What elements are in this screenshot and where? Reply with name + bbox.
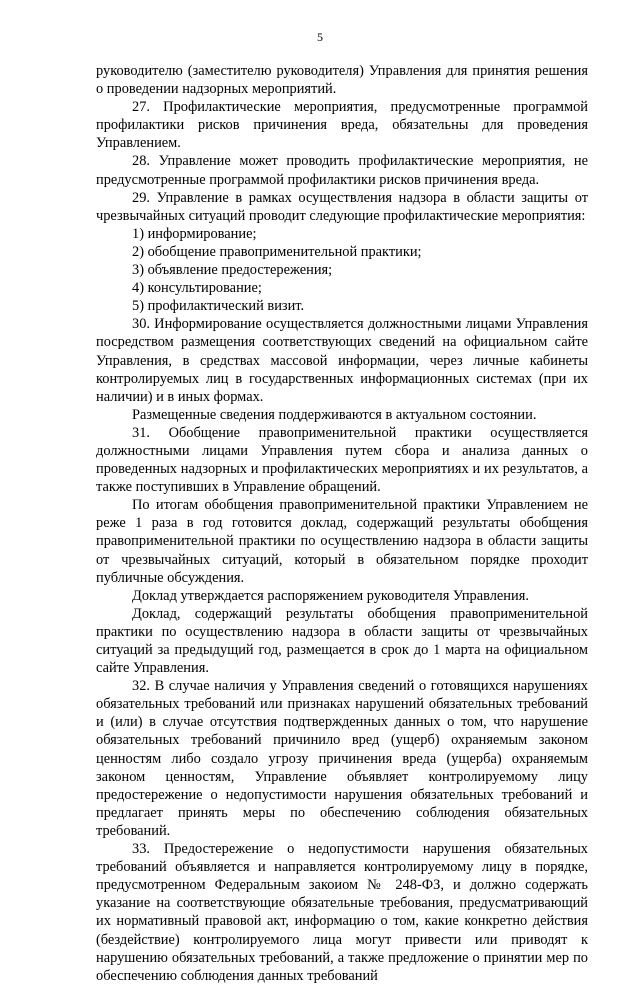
paragraph-31-publication: Доклад, содержащий результаты обобщения правоприменительной практики по осуществлению надзора в области защиты от чрезвычайных ситуаций за предыдущий год, размещается в срок до 1 марта на официальном сайте Управления. xyxy=(96,605,588,677)
paragraph-28: 28. Управление может проводить профилактические мероприятия, не предусмотренные программой профилактики рисков причинения вреда. xyxy=(96,153,588,188)
list-item-1: 1) информирование; xyxy=(132,225,257,242)
paragraph-31: 31. Обобщение правоприменительной практики осуществляется должностными лицами Управления путем сбора и анализа данных о проведенных надзорных и профилактических мероприятиях и их результатов, а также поступивших в Управление обращений. xyxy=(96,424,588,496)
list-item-2: 2) обобщение правоприменительной практики; xyxy=(132,243,422,260)
paragraph-30-note: Размещенные сведения поддерживаются в актуальном состоянии. xyxy=(132,406,537,423)
list-item-3: 3) объявление предостережения; xyxy=(132,262,333,279)
page-number: 5 xyxy=(317,30,323,44)
paragraph-continuation: руководителю (заместителю руководителя) Управления для принятия решения о проведении надзорных мероприятий. xyxy=(96,63,588,98)
paragraph-32: 32. В случае наличия у Управления сведений о готовящихся нарушениях обязательных требований или признаках нарушений обязательных требований и (или) в случае отсутствия подтвержденных данных о том, что нарушение обязательных требований причинило вред (ущерб) охраняемым законом ценностям либо создало угрозу причинения вреда (ущерба) охраняемым законом ценностям, Управление объявляет контролируемому лицу предостережение о недопустимости нарушения обязательных требований и предлагает принять меры по обеспечению соблюдения обязательных требований. xyxy=(96,678,588,839)
paragraph-33: 33. Предостережение о недопустимости нарушения обязательных требований объявляется и направляется контролируемому лицу в порядке, предусмотренном Федеральным закоиом № 248-ФЗ, и должно содержать указание на соответствующие обязательные требования, предусматривающий их нормативный правовой акт, информацию о том, какие конкретно действия (бездействие) контролируемого лица могут привести или приводят к нарушению обязательных требований, а также предложение о принятии мер по обеспечению соблюдения данных требований xyxy=(96,841,588,984)
paragraph-27: 27. Профилактические мероприятия, предусмотренные программой профилактики рисков причинения вреда, обязательны для проведения Управлением. xyxy=(96,99,588,152)
document-body xyxy=(96,62,588,985)
paragraph-30: 30. Информирование осуществляется должностными лицами Управления посредством размещения соответствующих сведений на официальном сайте Управления, в средствах массовой информации, через личные кабинеты контролируемых лиц в государственных информационных системах (при их наличии) и в иных формах. xyxy=(96,316,588,405)
paragraph-31-approval: Доклад утверждается распоряжением руководителя Управления. xyxy=(132,587,529,604)
paragraph-29: 29. Управление в рамках осуществления надзора в области защиты от чрезвычайных ситуаций проводит следующие профилактические мероприятия: xyxy=(96,189,588,224)
list-item-4: 4) консультирование; xyxy=(132,280,262,297)
list-item-5: 5) профилактический визит. xyxy=(132,298,305,315)
paragraph-31-report: По итогам обобщения правоприменительной практики Управлением не реже 1 раза в год готовится доклад, содержащий результаты обобщения правоприменительной практики по осуществлению надзора в области защиты от чрезвычайных ситуаций, который в обязательном порядке проходит публичные обсуждения. xyxy=(96,497,588,586)
